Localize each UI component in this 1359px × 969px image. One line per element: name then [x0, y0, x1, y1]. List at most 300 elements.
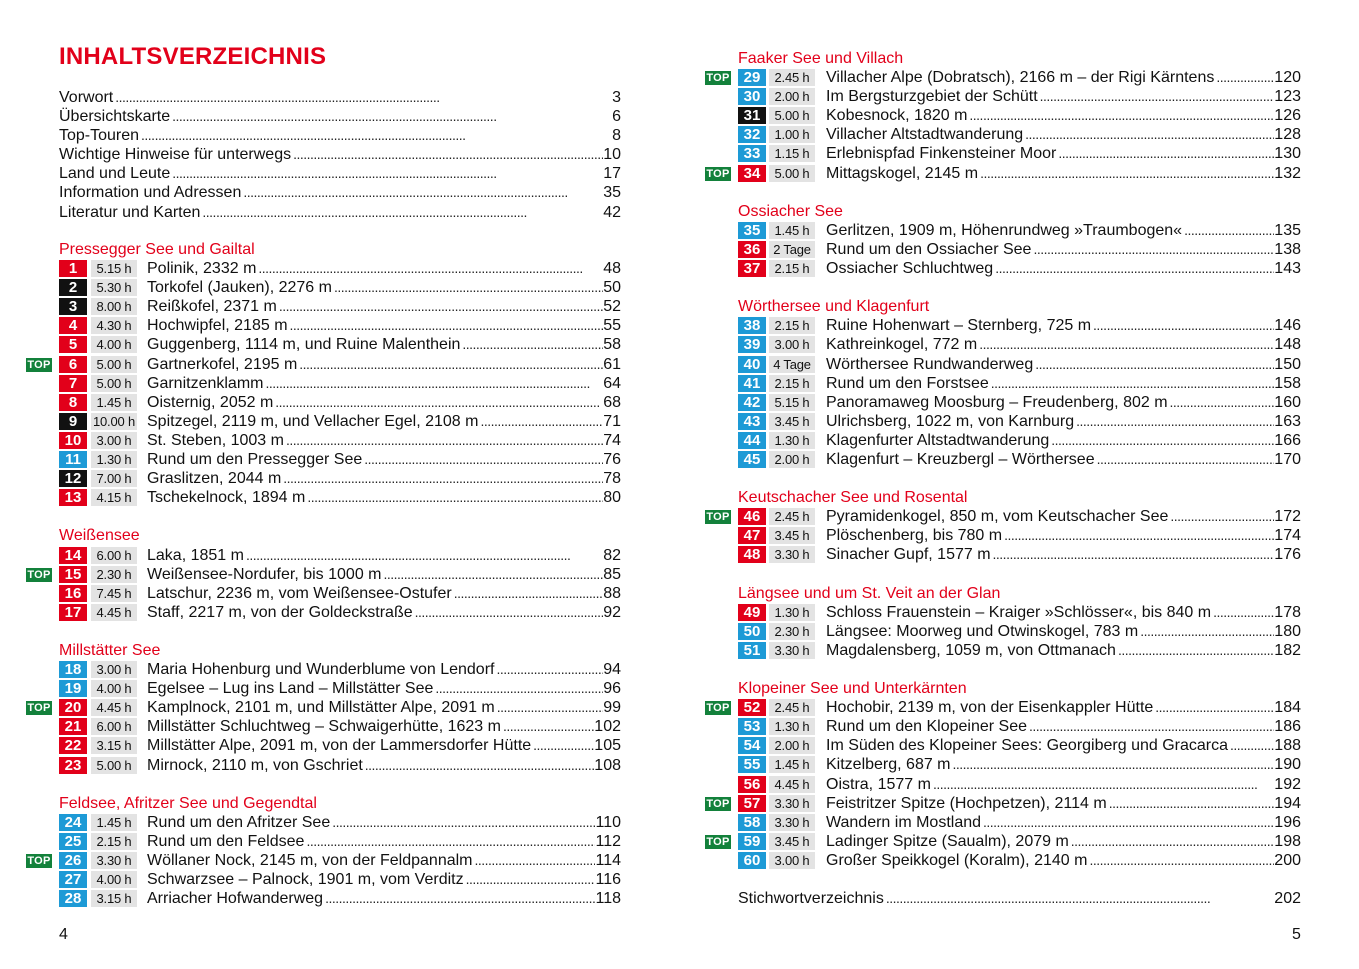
tour-title: Rund um den Ossiacher See — [826, 240, 1032, 258]
tour-entry[interactable] — [0, 679, 680, 698]
tour-line — [147, 355, 621, 374]
tour-line — [147, 565, 621, 584]
section-heading: Wörthersee und Klagenfurt — [738, 298, 930, 316]
leader-dots — [281, 469, 603, 488]
tour-entry[interactable] — [0, 813, 680, 832]
tour-page: 172 — [1274, 508, 1301, 526]
tour-entry[interactable] — [680, 851, 1359, 870]
leader-dots — [981, 813, 1274, 832]
tour-duration: 4.00 h — [91, 871, 137, 888]
section-heading: Pressegger See und Gailtal — [59, 241, 255, 258]
tour-entry[interactable] — [680, 164, 1359, 183]
tour-entry[interactable] — [680, 641, 1359, 660]
leader-dots — [1069, 832, 1275, 851]
tour-entry[interactable] — [680, 87, 1359, 106]
tour-line — [826, 526, 1301, 545]
leader-dots — [501, 717, 594, 736]
tour-entry[interactable] — [680, 355, 1359, 374]
tour-page: 135 — [1274, 221, 1301, 239]
tour-line — [147, 488, 621, 507]
tour-line — [826, 68, 1301, 87]
leader-dots — [1168, 507, 1274, 526]
tour-line — [147, 813, 621, 832]
top-tour-badge: TOP — [27, 358, 51, 371]
tour-title: Mittagskogel, 2145 m — [826, 164, 979, 182]
tour-duration: 3.15 h — [91, 890, 137, 907]
tour-line — [147, 431, 621, 450]
leader-dots — [139, 126, 612, 145]
tour-number: 53 — [738, 718, 766, 735]
leader-dots — [1214, 68, 1274, 87]
tour-line — [147, 832, 621, 851]
tour-entry[interactable] — [680, 736, 1359, 755]
tour-entry[interactable] — [0, 374, 680, 393]
tour-entry[interactable] — [680, 68, 1359, 87]
tour-page: 80 — [603, 489, 621, 507]
tour-duration: 1.45 h — [91, 394, 137, 411]
tour-number: 11 — [59, 451, 87, 468]
leader-dots — [363, 756, 595, 775]
tour-line — [147, 469, 621, 488]
leader-dots — [1211, 603, 1274, 622]
tour-page: 130 — [1274, 145, 1301, 163]
tour-number: 21 — [59, 718, 87, 735]
tour-title: Ladinger Spitze (Saualm), 2079 m — [826, 832, 1069, 850]
tour-line — [826, 545, 1301, 564]
tour-page: 114 — [595, 852, 621, 869]
tour-number: 32 — [738, 126, 766, 143]
section-spacer — [680, 565, 1359, 584]
tour-entry[interactable] — [0, 660, 680, 679]
tour-line — [826, 106, 1301, 125]
tour-duration: 2.45 h — [769, 69, 815, 86]
leader-dots — [1182, 221, 1274, 240]
tour-entry[interactable] — [680, 545, 1359, 564]
tour-entry[interactable] — [680, 775, 1359, 794]
tour-page: 188 — [1274, 737, 1301, 755]
tour-line — [826, 87, 1301, 106]
leader-dots — [433, 679, 603, 698]
tour-number: 44 — [738, 432, 766, 449]
tour-entry[interactable] — [680, 622, 1359, 641]
section-heading: Feldsee, Afritzer See und Gegendtal — [59, 794, 317, 812]
tour-number: 25 — [59, 833, 87, 850]
tour-title: Laka, 1851 m — [147, 546, 244, 564]
tour-title: Plöschenberg, bis 780 m — [826, 527, 1003, 545]
tour-page: 68 — [603, 393, 621, 411]
tour-entry[interactable] — [0, 412, 680, 431]
tour-entry[interactable] — [680, 412, 1359, 431]
tour-duration: 2.30 h — [91, 566, 137, 583]
toc-entry-label: Land und Leute — [59, 165, 171, 183]
tour-line — [826, 374, 1301, 393]
leader-dots — [1038, 87, 1275, 106]
tour-title: Kobesnock, 1820 m — [826, 107, 968, 125]
tour-duration: 3.00 h — [91, 432, 137, 449]
leader-dots — [1138, 622, 1274, 641]
tour-page: 126 — [1274, 107, 1301, 125]
tour-number: 52 — [738, 699, 766, 716]
leader-dots — [1087, 851, 1274, 870]
toc-entry[interactable] — [59, 203, 621, 222]
tour-entry[interactable] — [0, 393, 680, 412]
toc-entry[interactable] — [59, 145, 621, 164]
tour-entry[interactable] — [680, 106, 1359, 125]
tour-page: 143 — [1274, 260, 1301, 278]
leader-dots — [460, 335, 603, 354]
tour-number: 5 — [59, 336, 87, 353]
tour-duration: 4 Tage — [769, 356, 815, 373]
tour-entry[interactable] — [680, 374, 1359, 393]
tour-entry[interactable] — [0, 297, 680, 316]
tour-line — [147, 297, 621, 316]
leader-dots — [277, 297, 603, 316]
tour-page: 128 — [1274, 126, 1301, 144]
tour-entry[interactable] — [0, 717, 680, 736]
tour-title: Polinik, 2332 m — [147, 260, 257, 278]
tour-number: 56 — [738, 776, 766, 793]
tour-page: 112 — [595, 832, 621, 850]
tour-page: 74 — [603, 431, 621, 449]
section-spacer — [0, 507, 680, 526]
tour-duration: 3.30 h — [769, 814, 815, 831]
index-entry[interactable] — [738, 889, 1301, 908]
top-tour-badge: TOP — [706, 167, 730, 180]
tour-number: 24 — [59, 814, 87, 831]
tour-title: Oisternig, 2052 m — [147, 393, 274, 411]
toc-entry[interactable] — [59, 88, 621, 107]
tour-title: Wandern im Mostland — [826, 813, 982, 831]
tour-entry[interactable] — [680, 431, 1359, 450]
tour-line — [147, 756, 621, 775]
tour-title: Wöllaner Nock, 2145 m, von der Feldpannalm — [147, 852, 473, 869]
tour-title: Klagenfurt – Kreuzbergl – Wörthersee — [826, 450, 1095, 468]
tour-entry[interactable] — [0, 431, 680, 450]
tour-title: Kamplnock, 2101 m, und Millstätter Alpe, 2091 m — [147, 699, 495, 717]
tour-title: Großer Speikkogel (Koralm), 2140 m — [826, 851, 1088, 869]
index-entry-page: 202 — [1274, 890, 1301, 907]
tour-duration: 5.00 h — [769, 165, 815, 182]
tour-title: Kitzelberg, 687 m — [826, 756, 951, 774]
tour-page: 99 — [603, 699, 621, 717]
section-heading: Weißensee — [59, 527, 140, 545]
tour-duration: 2.00 h — [769, 88, 815, 105]
leader-dots — [1168, 393, 1275, 412]
tour-line — [826, 698, 1301, 717]
leader-dots — [951, 755, 1275, 774]
tour-title: Panoramaweg Moosburg – Freudenberg, 802 m — [826, 393, 1168, 411]
tour-page: 52 — [603, 298, 621, 316]
tour-page: 58 — [603, 336, 621, 354]
toc-entry[interactable] — [59, 126, 621, 145]
toc-entry-label: Literatur und Karten — [59, 203, 201, 221]
tour-duration: 2.00 h — [769, 451, 815, 468]
tour-title: Wörthersee Rundwanderweg — [826, 355, 1034, 373]
tour-line — [826, 125, 1301, 144]
tour-line — [826, 164, 1301, 183]
tour-entry[interactable] — [0, 698, 680, 717]
tour-page: 176 — [1274, 546, 1301, 564]
tour-number: 14 — [59, 547, 87, 564]
tour-title: St. Steben, 1003 m — [147, 431, 284, 449]
tour-entry[interactable] — [680, 221, 1359, 240]
tour-entry[interactable] — [0, 756, 680, 775]
tour-title: Villacher Alpe (Dobratsch), 2166 m – der Rigi Kärntens — [826, 69, 1215, 87]
tour-entry[interactable] — [680, 240, 1359, 259]
tour-entry[interactable] — [680, 316, 1359, 335]
toc-entry[interactable] — [59, 164, 621, 183]
tour-line — [147, 717, 621, 736]
toc-entry-page: 3 — [612, 89, 621, 106]
tour-line — [147, 450, 621, 469]
tour-duration: 4.45 h — [91, 604, 137, 621]
leader-dots — [1027, 717, 1274, 736]
tour-duration: 2.15 h — [91, 833, 137, 850]
tour-line — [147, 851, 621, 870]
tour-page: 61 — [603, 355, 621, 373]
tour-number: 1 — [59, 260, 87, 277]
tour-title: Egelsee – Lug ins Land – Millstätter See — [147, 680, 434, 698]
leader-dots — [495, 698, 603, 717]
tour-number: 2 — [59, 279, 87, 296]
tour-entry[interactable] — [0, 565, 680, 584]
tour-entry[interactable] — [0, 278, 680, 297]
leader-dots — [473, 851, 596, 870]
section-heading: Klopeiner See und Unterkärnten — [738, 680, 967, 698]
tour-duration: 2.15 h — [769, 317, 815, 334]
tour-entry[interactable] — [680, 717, 1359, 736]
section-spacer — [680, 183, 1359, 202]
tour-entry[interactable] — [0, 889, 680, 908]
tour-title: Klagenfurter Altstadtwanderung — [826, 431, 1050, 449]
tour-entry[interactable] — [680, 507, 1359, 526]
tour-line — [147, 698, 621, 717]
tour-line — [826, 355, 1301, 374]
tour-page: 132 — [1274, 164, 1301, 182]
leader-dots — [1056, 144, 1274, 163]
leader-dots — [256, 259, 603, 278]
tour-page: 120 — [1274, 69, 1301, 87]
tour-number: 60 — [738, 852, 766, 869]
leader-dots — [989, 374, 1275, 393]
section-heading: Keutschacher See und Rosental — [738, 489, 968, 507]
section-spacer — [0, 622, 680, 641]
index-entry-label: Stichwortverzeichnis — [738, 890, 884, 907]
tour-entry[interactable] — [0, 335, 680, 354]
tour-duration: 2.45 h — [769, 508, 815, 525]
leader-dots — [284, 431, 603, 450]
tour-entry[interactable] — [0, 469, 680, 488]
tour-duration: 5.00 h — [91, 757, 137, 774]
tour-entry[interactable] — [680, 450, 1359, 469]
tour-duration: 3.30 h — [769, 546, 815, 563]
tour-entry[interactable] — [0, 603, 680, 622]
tour-page: 198 — [1274, 832, 1301, 850]
tour-line — [826, 622, 1301, 641]
leader-dots — [1095, 450, 1275, 469]
tour-line — [826, 259, 1301, 278]
leader-dots — [494, 660, 603, 679]
tour-entry[interactable] — [680, 832, 1359, 851]
tour-number: 10 — [59, 432, 87, 449]
tour-title: Tschekelnock, 1894 m — [147, 489, 306, 507]
tour-line — [147, 393, 621, 412]
tour-title: Latschur, 2236 m, vom Weißensee-Ostufer — [147, 584, 452, 602]
tour-line — [826, 736, 1301, 755]
toc-entry[interactable] — [59, 183, 621, 202]
tour-duration: 1.45 h — [769, 222, 815, 239]
tour-entry[interactable] — [0, 546, 680, 565]
leader-dots — [244, 546, 603, 565]
leader-dots — [413, 603, 604, 622]
tour-entry[interactable] — [680, 755, 1359, 774]
leader-dots — [967, 106, 1274, 125]
tour-page: 146 — [1274, 317, 1301, 335]
tour-entry[interactable] — [680, 125, 1359, 144]
leader-dots — [263, 374, 603, 393]
tour-entry[interactable] — [680, 794, 1359, 813]
tour-entry[interactable] — [0, 736, 680, 755]
leader-dots — [464, 870, 596, 889]
leader-dots — [1116, 641, 1274, 660]
tour-title: Millstätter Alpe, 2091 m, von der Lammersdorfer Hütte — [147, 737, 532, 755]
tour-title: Feistritzer Spitze (Hochpetzen), 2114 m — [826, 794, 1107, 812]
tour-duration: 1.45 h — [769, 756, 815, 773]
tour-line — [147, 889, 621, 908]
tour-duration: 1.00 h — [769, 126, 815, 143]
tour-entry[interactable] — [0, 450, 680, 469]
tour-title: Gartnerkofel, 2195 m — [147, 355, 298, 373]
section-spacer — [680, 660, 1359, 679]
top-tour-badge: TOP — [706, 511, 730, 524]
tour-page: 85 — [603, 565, 621, 583]
tour-page: 55 — [603, 317, 621, 335]
top-tour-badge: TOP — [706, 835, 730, 848]
tour-title: Schwarzsee – Palnock, 1901 m, vom Verditz — [147, 871, 464, 889]
tour-line — [826, 641, 1301, 660]
tour-number: 20 — [59, 699, 87, 716]
tour-duration: 2.15 h — [769, 260, 815, 277]
tour-number: 31 — [738, 107, 766, 124]
tour-title: Kathreinkogel, 772 m — [826, 336, 978, 354]
tour-number: 22 — [59, 737, 87, 754]
tour-line — [147, 546, 621, 565]
tour-duration: 3.30 h — [91, 852, 137, 869]
tour-entry[interactable] — [0, 851, 680, 870]
tour-duration: 1.30 h — [769, 604, 815, 621]
tour-page: 96 — [603, 680, 621, 698]
tour-duration: 1.15 h — [769, 145, 815, 162]
tour-page: 71 — [603, 412, 621, 430]
tour-title: Weißensee-Nordufer, bis 1000 m — [147, 565, 382, 583]
tour-entry[interactable] — [0, 584, 680, 603]
tour-entry[interactable] — [680, 813, 1359, 832]
section-spacer — [680, 469, 1359, 488]
leader-dots — [291, 145, 603, 164]
tour-line — [826, 412, 1301, 431]
tour-duration: 10.00 h — [91, 413, 137, 430]
tour-number: 40 — [738, 356, 766, 373]
tour-title: Hochobir, 2139 m, von der Eisenkappler Hütte — [826, 699, 1154, 717]
toc-entry-page: 35 — [603, 184, 621, 202]
tour-duration: 3.30 h — [769, 795, 815, 812]
tour-entry[interactable] — [0, 259, 680, 278]
tour-number: 27 — [59, 871, 87, 888]
tour-duration: 8.00 h — [91, 298, 137, 315]
tour-entry[interactable] — [0, 832, 680, 851]
tour-entry[interactable] — [0, 488, 680, 507]
tour-entry[interactable] — [0, 870, 680, 889]
tour-page: 116 — [595, 871, 621, 889]
tour-number: 33 — [738, 145, 766, 162]
tour-number: 7 — [59, 375, 87, 392]
tour-line — [826, 507, 1301, 526]
tour-duration: 1.30 h — [769, 432, 815, 449]
tour-number: 16 — [59, 585, 87, 602]
tour-entry[interactable] — [680, 259, 1359, 278]
tour-number: 3 — [59, 298, 87, 315]
leader-dots — [330, 813, 595, 832]
tour-duration: 3.30 h — [769, 642, 815, 659]
tour-number: 9 — [59, 413, 87, 430]
tour-duration: 1.30 h — [769, 718, 815, 735]
tour-title: Erlebnispfad Finkensteiner Moor — [826, 145, 1057, 163]
tour-entry[interactable] — [680, 526, 1359, 545]
tour-number: 12 — [59, 470, 87, 487]
tour-line — [147, 870, 621, 889]
tour-duration: 5.30 h — [91, 279, 137, 296]
tour-entry[interactable] — [680, 335, 1359, 354]
leader-dots — [332, 278, 603, 297]
tour-page: 192 — [1274, 775, 1301, 793]
leader-dots — [991, 545, 1275, 564]
leader-dots — [531, 736, 594, 755]
tour-duration: 7.45 h — [91, 585, 137, 602]
tour-page: 194 — [1274, 794, 1301, 812]
tour-duration: 6.00 h — [91, 718, 137, 735]
tour-line — [826, 393, 1301, 412]
tour-page: 174 — [1274, 527, 1301, 545]
tour-page: 148 — [1274, 336, 1301, 354]
tour-number: 37 — [738, 260, 766, 277]
tour-title: Rund um den Feldsee — [147, 832, 305, 850]
tour-entry[interactable] — [680, 393, 1359, 412]
leader-dots — [1023, 125, 1274, 144]
tour-title: Längsee: Moorweg und Otwinskogel, 783 m — [826, 622, 1139, 640]
tour-duration: 2.15 h — [769, 375, 815, 392]
toc-entry[interactable] — [59, 107, 621, 126]
tour-number: 49 — [738, 604, 766, 621]
tour-duration: 3.45 h — [769, 527, 815, 544]
tour-entry[interactable] — [680, 144, 1359, 163]
tour-entry[interactable] — [680, 698, 1359, 717]
tour-duration: 3.45 h — [769, 833, 815, 850]
tour-line — [826, 450, 1301, 469]
tour-entry[interactable] — [680, 603, 1359, 622]
tour-number: 26 — [59, 852, 87, 869]
tour-entry[interactable] — [0, 355, 680, 374]
tour-line — [826, 240, 1301, 259]
leader-dots — [1074, 412, 1274, 431]
tour-page: 118 — [595, 890, 621, 908]
tour-line — [826, 832, 1301, 851]
right-page — [680, 0, 1359, 969]
tour-entry[interactable] — [0, 316, 680, 335]
tour-line — [826, 335, 1301, 354]
tour-number: 41 — [738, 375, 766, 392]
tour-line — [826, 775, 1301, 794]
tour-duration: 1.30 h — [91, 451, 137, 468]
